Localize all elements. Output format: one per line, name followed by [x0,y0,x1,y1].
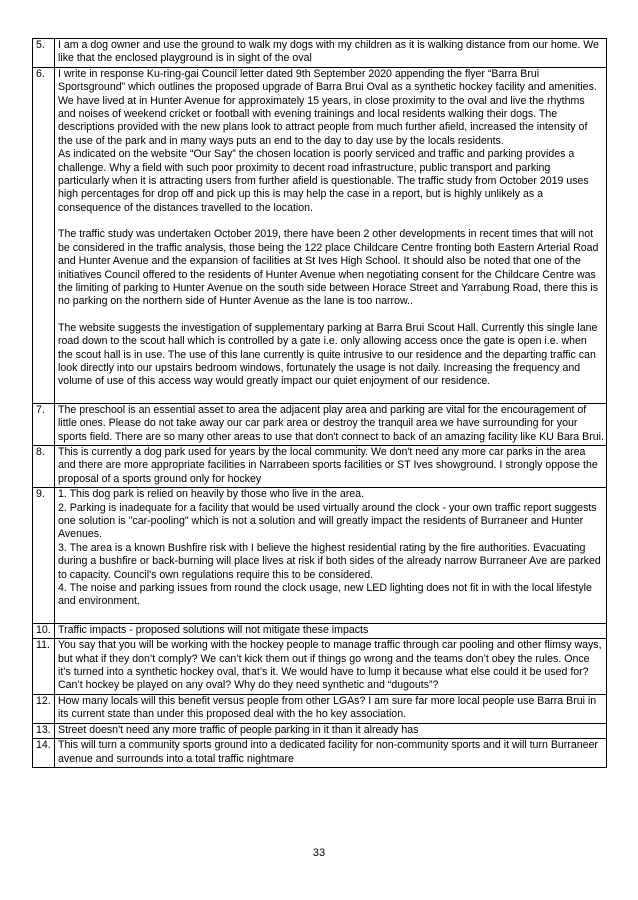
paragraph: 1. This dog park is relied on heavily by those who live in the area. [58,488,365,501]
paragraph: This is currently a dog park used for years by the local community. We don't need any more car parks in the area and there are more appropriate facilities in Narrabeen sports facilities or ST Ives showground. I strongly oppose the proposal of a sports ground only for hockey [58,445,598,485]
row-number: 12. [33,694,55,723]
row-text [55,488,607,624]
row-number: 9. [33,488,55,624]
row-text [55,39,607,68]
spacer [58,609,604,622]
table-row [33,403,607,445]
row-text [55,403,607,445]
table-row [33,39,607,68]
table-row [33,623,607,638]
table-row [33,488,607,624]
table-row [33,739,607,768]
row-number: 8. [33,445,55,487]
paragraph: How many locals will this benefit versus people from other LGAs? I am sure far more local people use Barra Brui in its current state than under this proposed deal with the ho key association. [58,694,597,721]
row-text [55,639,607,695]
row-number: 10. [33,623,55,638]
paragraph: As indicated on the website “Our Say” the chosen location is poorly serviced and traffic and parking provides a challenge. Why a field with such poor proximity to decent road infrastructure, public transport and parking particularly when it is attracting users from further afield is questionable. The traffic study from October 2019 uses high percentages for drop off and pick up this is may help the case in a report, but is highly unlikely as a consequence of the distances travelled to the location. [58,148,589,214]
submissions-table [32,38,607,768]
paragraph: This will turn a community sports ground into a dedicated facility for non-community sports and it will turn Burraneer avenue and surrounds into a total traffic nightmare [58,739,598,765]
paragraph: The preschool is an essential asset to area the adjacent play area and parking are vital for the encouragement of little ones. Please do not take away our car park area or destroy the tranquil area we have surrounding for your sports field. There are so many other areas to use that don't connect to back of an amazing facility like KU Bara Brui. [58,403,604,443]
paragraph: 2. Parking is inadequate for a facility that would be used virtually around the clock - your own traffic report suggests one solution is "car-pooling" which is not a solution and will greatly impact the residents of Burraneer and Hunter Avenues. [58,501,597,541]
row-text [55,445,607,487]
paragraph: 4. The noise and parking issues from round the clock usage, new LED lighting does not fit in with the local lifestyle and environment. [58,582,592,608]
paragraph: Traffic impacts - proposed solutions will not mitigate these impacts [58,623,369,636]
row-number: 6. [33,67,55,403]
row-number: 11. [33,639,55,695]
page-number: 33 [312,847,326,859]
paragraph: You say that you will be working with the hockey people to manage traffic through car pooling and other flimsy ways, but what if they don’t comply? We can’t kick them out if things go wrong and the teams don’t obey the rules. Once it’s turned into a synthetic hockey oval, that’s it. We would have to lump it because what else could it be used for? Can’t hockey be played on any oval? Why do they need synthetic and “dugouts”? [58,639,602,692]
paragraph: 3. The area is a known Bushfire risk with I believe the highest residential rating by the fire authorities. Evacuating during a bushfire or back-burning will place lives at risk if both sides of the already narrow Burraneer Ave are parked to capacity. Council's own regulations require this to be considered. [58,541,601,581]
table-row [33,723,607,738]
paragraph: Street doesn't need any more traffic of people parking in it than it already has [58,723,419,736]
row-number: 7. [33,403,55,445]
row-number: 5. [33,39,55,68]
row-text [55,739,607,768]
table-row [33,445,607,487]
spacer [58,389,604,402]
row-text [55,694,607,723]
row-text [55,623,607,638]
row-text [55,723,607,738]
paragraph: We have lived at in Hunter Avenue for approximately 15 years, in close proximity to the oval and live the rhythms and noises of weekend cricket or football with evening trainings and local residents walking their dogs. The descriptions provided with the new plans look to attract people from much further afield, increased the intensity of the use of the park and in many ways puts an end to the day to day use by the locals residents. [58,94,588,147]
paragraph: The website suggests the investigation of supplementary parking at Barra Brui Scout Hall. Currently this single lane road down to the scout hall which is controlled by a gate i.e. only allowing access once the gate is open i.e. when the scout hall is in use. The use of this lane currently is quite intrusive to our residence and the departing traffic can look directly into our upstairs bedroom windows, fortunately the usage is not daily. Increasing the frequency and volume of use of this access way would greatly impact our quiet enjoyment of our residence. [58,321,598,388]
row-number: 14. [33,739,55,768]
paragraph: The traffic study was undertaken October 2019, there have been 2 other developments in recent times that will not be considered in the traffic analysis, those being the 122 place Childcare Centre fronting both Eastern Arterial Road and Hunter Avenue and the expansion of facilities at St Ives High School. It should also be noted that one of the initiatives Council offered to the residents of Hunter Avenue when negotiating consent for the Childcare Centre was the limiting of parking to Hunter Avenue on the south side between Horace Street and Yarrabung Road, there this is no parking on the northern side of Hunter Avenue as the lane is too narrow.. [58,228,599,308]
table-row [33,694,607,723]
paragraph: I am a dog owner and use the ground to walk my dogs with my children as it is walking distance from our home. We like that the enclosed playground is in sight of the oval [58,39,599,65]
table-row [33,639,607,695]
table-row [33,67,607,403]
row-number: 13. [33,723,55,738]
paragraph: I write in response Ku-ring-gai Council letter dated 9th September 2020 appending the flyer “Barra Brui Sportsground” which outlines the proposed upgrade of Barra Brui Oval as a synthetic hockey facility and amenities. [58,67,597,94]
row-text [55,67,607,403]
